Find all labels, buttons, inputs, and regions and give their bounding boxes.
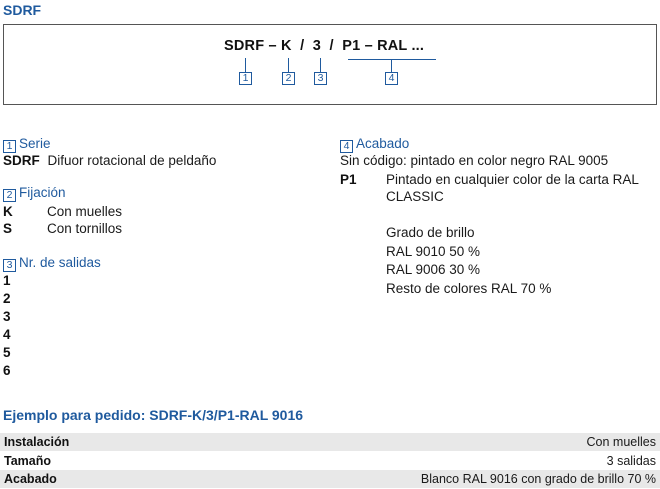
section-serie-heading [3, 136, 51, 153]
marker-1: 1 [239, 72, 252, 85]
salidas-value: 2 [3, 291, 11, 306]
salidas-value: 5 [3, 345, 11, 360]
section-serie-label: Serie [19, 136, 51, 151]
fijacion-row-s [3, 221, 122, 236]
marker-4: 4 [385, 72, 398, 85]
order-code: SDRF – K / 3 / P1 – RAL ... [224, 38, 425, 54]
gloss-item: Resto de colores RAL 70 % [386, 281, 552, 296]
acabado-p1-line1: Pintado en cualquier color de la carta RAL [386, 172, 639, 187]
section-acabado-label: Acabado [356, 136, 410, 151]
example-key: Instalación [4, 435, 70, 449]
section-salidas-label: Nr. de salidas [19, 255, 101, 270]
example-row-acabado [0, 470, 660, 488]
serie-row [3, 153, 216, 168]
section-fijacion-number: 2 [3, 189, 16, 202]
fijacion-code-k: K [3, 204, 13, 219]
section-acabado-number: 4 [340, 140, 353, 153]
order-code-box [3, 24, 657, 105]
section-acabado-heading [340, 136, 409, 153]
gloss-item: RAL 9010 50 % [386, 244, 481, 259]
example-row-instalacion [0, 433, 660, 451]
marker-3-line [320, 58, 321, 72]
fijacion-text-k: Con muelles [47, 204, 123, 219]
salidas-value: 4 [3, 327, 11, 342]
salidas-value: 1 [3, 273, 11, 288]
marker-1-line [245, 58, 246, 72]
acabado-p1-code: P1 [340, 172, 357, 187]
serie-text: Difuor rotacional de peldaño [47, 153, 217, 168]
fijacion-row-k [3, 204, 122, 219]
example-key: Acabado [4, 472, 57, 486]
section-salidas-number: 3 [3, 259, 16, 272]
section-salidas-heading [3, 255, 101, 272]
example-title: Ejemplo para pedido: SDRF-K/3/P1-RAL 9016 [3, 407, 304, 423]
marker-2: 2 [282, 72, 295, 85]
gloss-title: Grado de brillo [386, 225, 475, 240]
marker-2-line [288, 58, 289, 72]
section-fijacion-label: Fijación [19, 185, 66, 200]
section-fijacion-heading [3, 185, 66, 202]
serie-code: SDRF [3, 153, 40, 168]
example-value: Blanco RAL 9016 con grado de brillo 70 % [420, 472, 656, 486]
marker-4-line [391, 59, 392, 72]
example-value: Con muelles [586, 435, 656, 449]
marker-4-underline [348, 59, 436, 60]
fijacion-text-s: Con tornillos [47, 221, 123, 236]
example-row-tamano [0, 452, 660, 470]
salidas-value: 6 [3, 363, 11, 378]
section-serie-number: 1 [3, 140, 16, 153]
gloss-item: RAL 9006 30 % [386, 262, 481, 277]
acabado-p1-line2: CLASSIC [386, 189, 444, 204]
fijacion-code-s: S [3, 221, 13, 236]
page-title: SDRF [3, 2, 42, 18]
salidas-value: 3 [3, 309, 11, 324]
marker-3: 3 [314, 72, 327, 85]
example-key: Tamaño [4, 454, 51, 468]
acabado-default: Sin código: pintado en color negro RAL 9005 [340, 153, 609, 168]
example-value: 3 salidas [606, 454, 656, 468]
